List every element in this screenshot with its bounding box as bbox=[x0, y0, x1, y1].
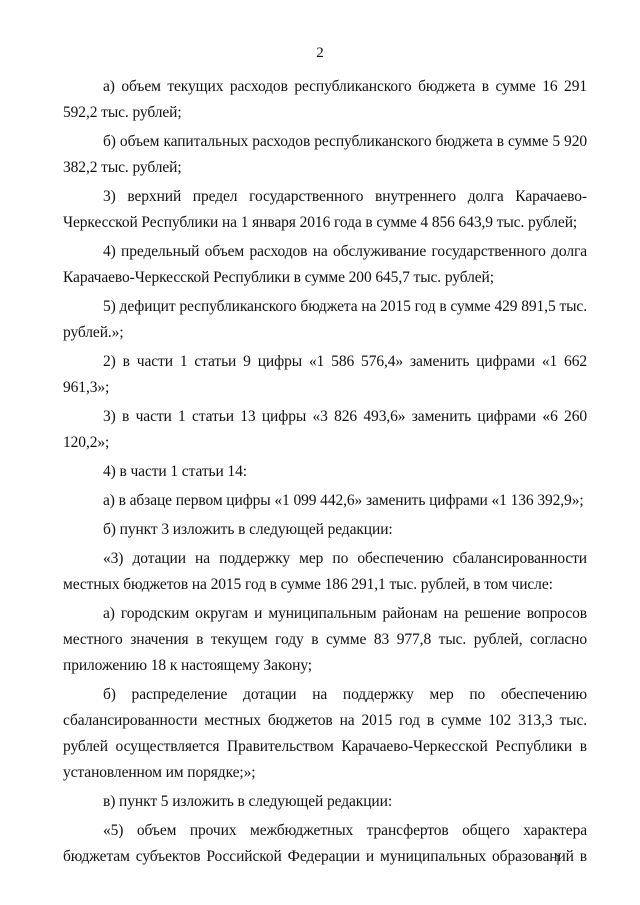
paragraph: 4) предельный объем расходов на обслуживание государственного долга Карачаево-Черкесской Республики в сумме 200 645,7 тыс. рублей; bbox=[63, 243, 587, 286]
paragraph: а) в абзаце первом цифры «1 099 442,6» заменить цифрами «1 136 392,9»; bbox=[103, 492, 584, 509]
paragraph: 5) дефицит республиканского бюджета на 2015 год в сумме 429 891,5 тыс. рублей.»; bbox=[63, 298, 587, 341]
paragraph: б) распределение дотации на поддержку мер по обеспечению сбалансированности местных бюджетов на 2015 год в сумме 102 313,3 тыс. рублей осуществляется Правительством Карачаево-Черкесской Республики в установленном им порядке;»; bbox=[63, 686, 587, 781]
paragraph: б) объем капитальных расходов республиканского бюджета в сумме 5 920 382,2 тыс. рублей; bbox=[63, 133, 587, 176]
paragraph: «5) объем прочих межбюджетных трансфертов общего характера бюджетам субъектов Российской Федерации и муниципальных образований в bbox=[63, 822, 587, 865]
paragraph: 4) в части 1 статьи 14: bbox=[103, 463, 247, 480]
paragraph: а) объем текущих расходов республиканского бюджета в сумме 16 291 592,2 тыс. рублей; bbox=[63, 78, 587, 121]
paragraph: б) пункт 3 изложить в следующей редакции: bbox=[103, 521, 393, 538]
page-number: 2 bbox=[316, 45, 324, 61]
paragraph: 2) в части 1 статьи 9 цифры «1 586 576,4» заменить цифрами «1 662 961,3»; bbox=[63, 353, 587, 396]
document-body bbox=[63, 74, 587, 873]
paragraph: 3) верхний предел государственного внутреннего долга Карачаево-Черкесской Республики на 1 января 2016 года в сумме 4 856 643,9 тыс. рублей; bbox=[63, 188, 587, 231]
paragraph: «3) дотации на поддержку мер по обеспечению сбалансированности местных бюджетов на 2015 год в сумме 186 291,1 тыс. рублей, в том числе: bbox=[63, 550, 587, 593]
margin-mark bbox=[553, 852, 563, 866]
paragraph: 3) в части 1 статьи 13 цифры «3 826 493,6» заменить цифрами «6 260 120,2»; bbox=[63, 408, 587, 451]
paragraph: в) пункт 5 изложить в следующей редакции: bbox=[103, 793, 393, 810]
paragraph: а) городским округам и муниципальным районам на решение вопросов местного значения в текущем году в сумме 83 977,8 тыс. рублей, согласно приложению 18 к настоящему Закону; bbox=[63, 605, 587, 674]
